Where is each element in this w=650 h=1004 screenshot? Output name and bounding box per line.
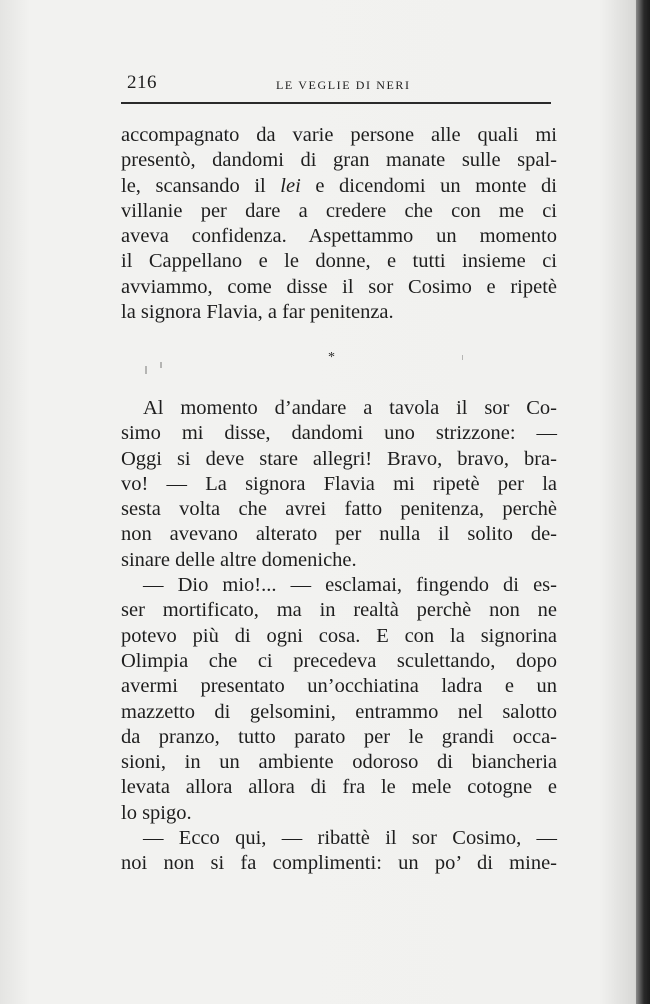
text-line: avermi presentato un’occhiatina ladra e un (121, 675, 557, 698)
page-number: 216 (127, 72, 157, 93)
text-line: sinare delle altre domeniche. (121, 548, 357, 571)
scan-speck (160, 362, 162, 368)
text-line: noi non si fa complimenti: un po’ di mine- (121, 852, 557, 875)
text-line: Al momento d’andare a tavola il sor Co- (143, 397, 557, 419)
text-line: avviammo, come disse il sor Cosimo e ripetè (121, 275, 557, 298)
text-line: accompagnato da varie persone alle quali mi (121, 124, 557, 146)
paragraph-1 (121, 123, 557, 325)
text-line: — Dio mio!... — esclamai, fingendo di es- (143, 574, 557, 597)
emphasized-word: lei (280, 174, 301, 197)
text-line: la signora Flavia, a far penitenza. (121, 301, 394, 324)
text-line: presentò, dandomi di gran manate sulle spal- (121, 149, 557, 172)
header-rule (121, 102, 551, 104)
text-line: levata allora allora di fra le mele cotogne e (121, 776, 557, 799)
scan-speck (462, 355, 463, 360)
scan-speck (145, 366, 147, 374)
text-line: mazzetto di gelsomini, entrammo nel salotto (121, 700, 557, 723)
text-line: Oggi si deve stare allegri! Bravo, bravo, bra- (121, 447, 557, 470)
text-line: lo spigo. (121, 801, 192, 824)
text-line: non avevano alterato per nulla il solito de- (121, 523, 557, 546)
text-line: sioni, in un ambiente odoroso di biancheria (121, 751, 557, 774)
text-line: aveva confidenza. Aspettammo un momento (121, 225, 557, 248)
text-line: ser mortificato, ma in realtà perchè non ne (121, 599, 557, 622)
text-line: villanie per dare a credere che con me ci (121, 199, 557, 222)
text-line: le, scansando il lei e dicendomi un monte di (121, 174, 557, 197)
text-line: il Cappellano e le donne, e tutti insieme ci (121, 250, 557, 273)
section-separator-asterisk: * (328, 350, 335, 365)
text-line: sesta volta che avrei fatto penitenza, perchè (121, 498, 557, 521)
text-line: potevo più di ogni cosa. E con la signorina (121, 624, 557, 647)
text-line: — Ecco qui, — ribattè il sor Cosimo, — (143, 827, 557, 850)
text-line: vo! — La signora Flavia mi ripetè per la (121, 472, 557, 495)
page-header (121, 68, 551, 98)
running-title: LE VEGLIE DI NERI (276, 78, 411, 92)
scan-edge-shadow (636, 0, 650, 1004)
text-line: da pranzo, tutto parato per le grandi occa- (121, 725, 557, 748)
paragraph-2 (121, 396, 557, 877)
text-line: simo mi disse, dandomi uno strizzone: — (121, 422, 557, 445)
text-line: Olimpia che ci precedeva sculettando, dopo (121, 649, 557, 672)
